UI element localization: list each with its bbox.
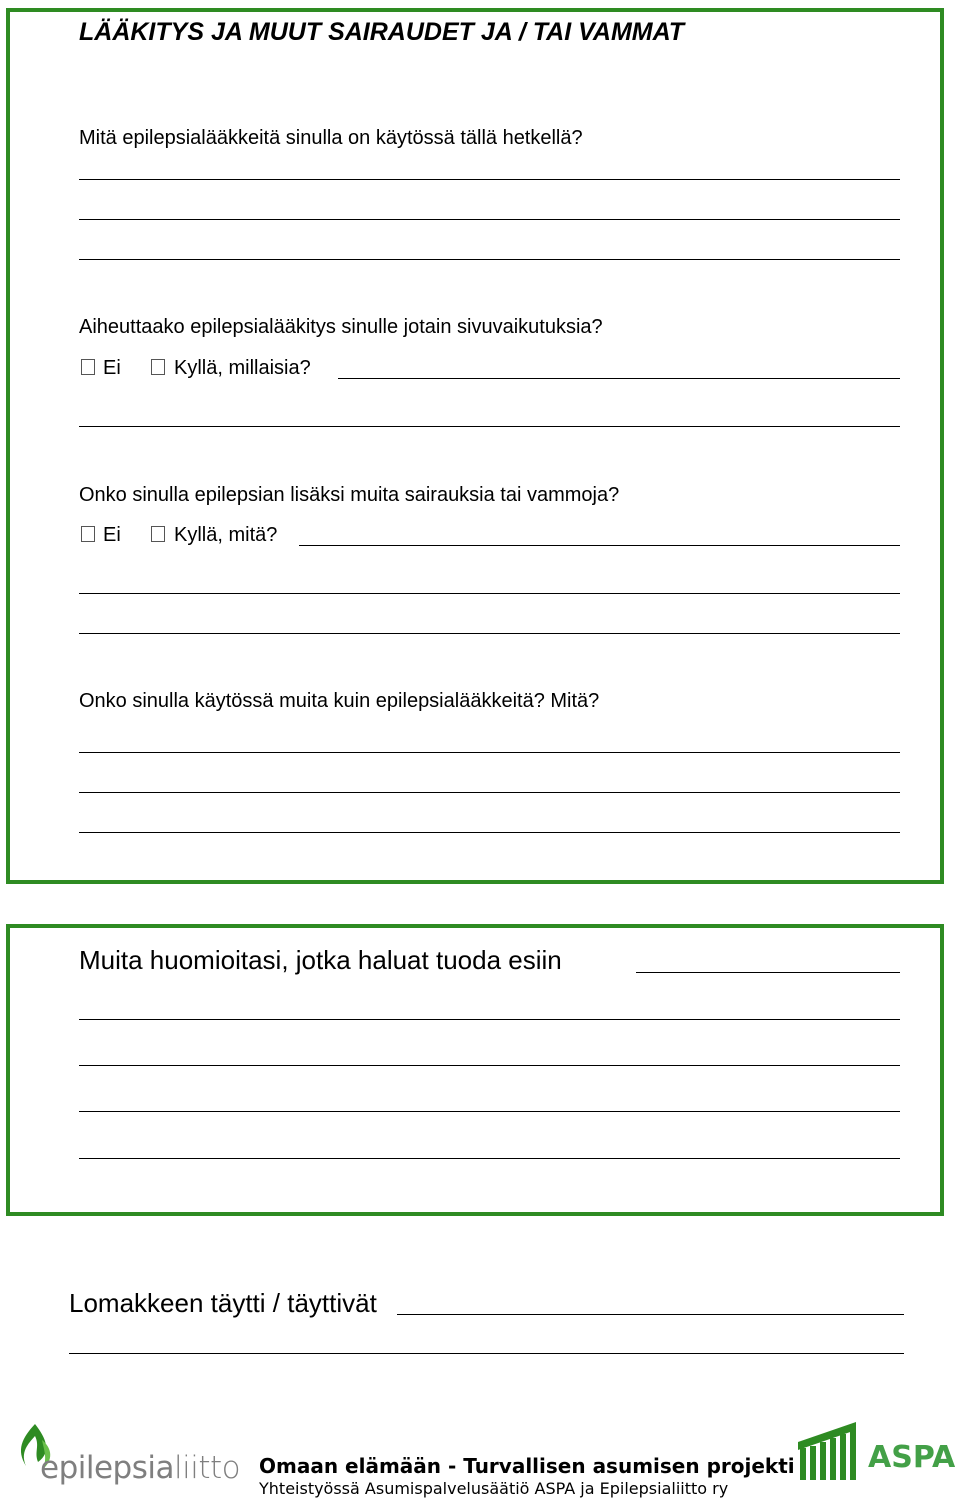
question-other-medication: Onko sinulla käytössä muita kuin epilepsialääkkeitä? Mitä?	[79, 690, 600, 712]
side-effects-yes-checkbox[interactable]	[151, 359, 165, 375]
aspa-text: ASPA	[868, 1440, 956, 1475]
epilepsialiitto-logo	[10, 1420, 250, 1492]
logo-text-a: epilepsia	[40, 1450, 174, 1486]
answer-line[interactable]	[397, 1314, 904, 1315]
answer-line[interactable]	[79, 219, 900, 220]
section-title: LÄÄKITYS JA MUUT SAIRAUDET JA / TAI VAMMAT	[79, 18, 685, 46]
answer-line[interactable]	[79, 832, 900, 833]
answer-line[interactable]	[79, 179, 900, 180]
answer-line[interactable]	[79, 1158, 900, 1159]
notes-label: Muita huomioitasi, jotka haluat tuoda esiin	[79, 945, 562, 975]
building-icon	[796, 1418, 866, 1482]
answer-line[interactable]	[69, 1353, 904, 1354]
other-conditions-yes-checkbox[interactable]	[151, 526, 165, 542]
answer-line[interactable]	[79, 426, 900, 427]
footer-subtitle: Yhteistyössä Asumispalvelusäätiö ASPA ja Epilepsialiitto ry	[259, 1479, 729, 1498]
side-effects-yes-label: Kyllä, millaisia?	[174, 357, 311, 379]
answer-line[interactable]	[79, 1111, 900, 1112]
question-side-effects: Aiheuttaako epilepsialääkitys sinulle jotain sivuvaikutuksia?	[79, 316, 603, 338]
answer-line[interactable]	[79, 259, 900, 260]
other-conditions-yes-label: Kyllä, mitä?	[174, 524, 278, 546]
question-current-medication: Mitä epilepsialääkkeitä sinulla on käytössä tällä hetkellä?	[79, 127, 583, 149]
question-other-conditions: Onko sinulla epilepsian lisäksi muita sairauksia tai vammoja?	[79, 484, 620, 506]
filled-by-label: Lomakkeen täytti / täyttivät	[69, 1288, 377, 1318]
answer-line[interactable]	[79, 633, 900, 634]
other-conditions-no-label: Ei	[103, 524, 121, 546]
answer-line[interactable]	[79, 792, 900, 793]
answer-line[interactable]	[79, 1019, 900, 1020]
answer-line[interactable]	[338, 378, 900, 379]
side-effects-no-checkbox[interactable]	[81, 359, 95, 375]
aspa-logo	[796, 1418, 956, 1484]
answer-line[interactable]	[636, 972, 900, 973]
logo-text-b: liitto	[174, 1450, 241, 1486]
answer-line[interactable]	[79, 1065, 900, 1066]
side-effects-no-label: Ei	[103, 357, 121, 379]
answer-line[interactable]	[79, 752, 900, 753]
other-conditions-no-checkbox[interactable]	[81, 526, 95, 542]
answer-line[interactable]	[79, 593, 900, 594]
answer-line[interactable]	[299, 545, 900, 546]
footer-title: Omaan elämään - Turvallisen asumisen projekti	[259, 1454, 795, 1478]
